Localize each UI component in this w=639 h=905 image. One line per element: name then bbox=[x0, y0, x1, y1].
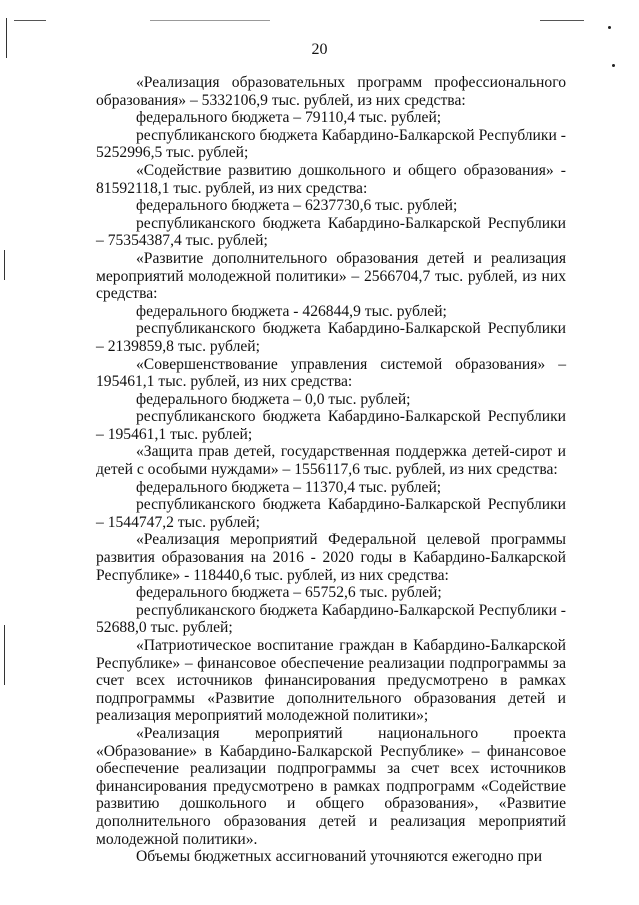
paragraph-20: «Реализация мероприятий национального проекта «Образование» в Кабардино-Балкарской Республике» – финансовое обеспечение реализации подпрограммы за счет всех источников финансирования предусмотрено в рамках подпрограмм «Содействие развитию дошкольного и общего образования», «Развитие дополнительного образования детей и реализация мероприятий молодежной политики». bbox=[96, 724, 566, 848]
paragraph-7: «Развитие дополнительного образования детей и реализация мероприятий молодежной политики» – 2566704,7 тыс. рублей, из них средства: bbox=[96, 249, 566, 303]
paragraph-3: республиканского бюджета Кабардино-Балкарской Республики - 5252996,5 тыс. рублей; bbox=[96, 126, 566, 162]
scan-top-rule-right bbox=[540, 20, 584, 21]
paragraph-14: федерального бюджета – 11370,4 тыс. рублей; bbox=[136, 478, 442, 496]
paragraph-1: «Реализация образовательных программ профессионального образования» – 5332106,9 тыс. рублей, из них средства: bbox=[96, 74, 566, 109]
scan-left-margin-mark-2 bbox=[4, 250, 5, 280]
paragraph-21: Объемы бюджетных ассигнований уточняются ежегодно при bbox=[136, 848, 543, 866]
paragraph-13: «Защита прав детей, государственная поддержка детей-сирот и детей с особыми нуждами» – 1556117,6 тыс. рублей, из них средства: bbox=[96, 443, 566, 479]
paragraph-12: республиканского бюджета Кабардино-Балкарской Республики – 195461,1 тыс. рублей; bbox=[96, 408, 566, 443]
paragraph-9: республиканского бюджета Кабардино-Балкарской Республики – 2139859,8 тыс. рублей; bbox=[96, 320, 566, 355]
paragraph-4: «Содействие развитию дошкольного и общего образования» - 81592118,1 тыс. рублей, из них средства: bbox=[96, 161, 566, 197]
paragraph-2: федерального бюджета – 79110,4 тыс. рублей; bbox=[136, 109, 442, 127]
paragraph-6: республиканского бюджета Кабардино-Балкарской Республики – 75354387,4 тыс. рублей; bbox=[96, 214, 566, 250]
paragraph-18: республиканского бюджета Кабардино-Балкарской Республики - 52688,0 тыс. рублей; bbox=[96, 601, 566, 637]
paragraph-5: федерального бюджета – 6237730,6 тыс. рублей; bbox=[136, 197, 458, 215]
paragraph-11: федерального бюджета – 0,0 тыс. рублей; bbox=[136, 390, 411, 408]
paragraph-15: республиканского бюджета Кабардино-Балкарской Республики – 1544747,2 тыс. рублей; bbox=[96, 496, 566, 531]
scan-dot-1 bbox=[608, 26, 611, 29]
scan-top-rule-mid bbox=[150, 20, 270, 21]
paragraph-19: «Патриотическое воспитание граждан в Кабардино-Балкарской Республике» – финансовое обеспечение реализации подпрограммы за счет всех источников финансирования предусмотрено в рамках подпрограммы «Развитие дополнительного образования детей и реализация мероприятий молодежной политики»; bbox=[96, 637, 566, 725]
paragraph-16: «Реализация мероприятий Федеральной целевой программы развития образования на 2016 - 2020 годы в Кабардино-Балкарской Республике» - 118440,6 тыс. рублей, из них средства: bbox=[96, 531, 566, 584]
page-number: 20 bbox=[311, 41, 328, 58]
paragraph-8: федерального бюджета - 426844,9 тыс. рублей; bbox=[136, 302, 447, 320]
scan-dot-2 bbox=[612, 64, 615, 67]
body-text bbox=[96, 74, 566, 866]
scan-left-margin-mark-3 bbox=[4, 625, 5, 685]
paragraph-10: «Совершенствование управления системой образования» – 195461,1 тыс. рублей, из них средства: bbox=[96, 355, 566, 391]
paragraph-17: федерального бюджета – 65752,6 тыс. рублей; bbox=[136, 584, 442, 602]
scan-top-rule-left bbox=[14, 20, 46, 21]
